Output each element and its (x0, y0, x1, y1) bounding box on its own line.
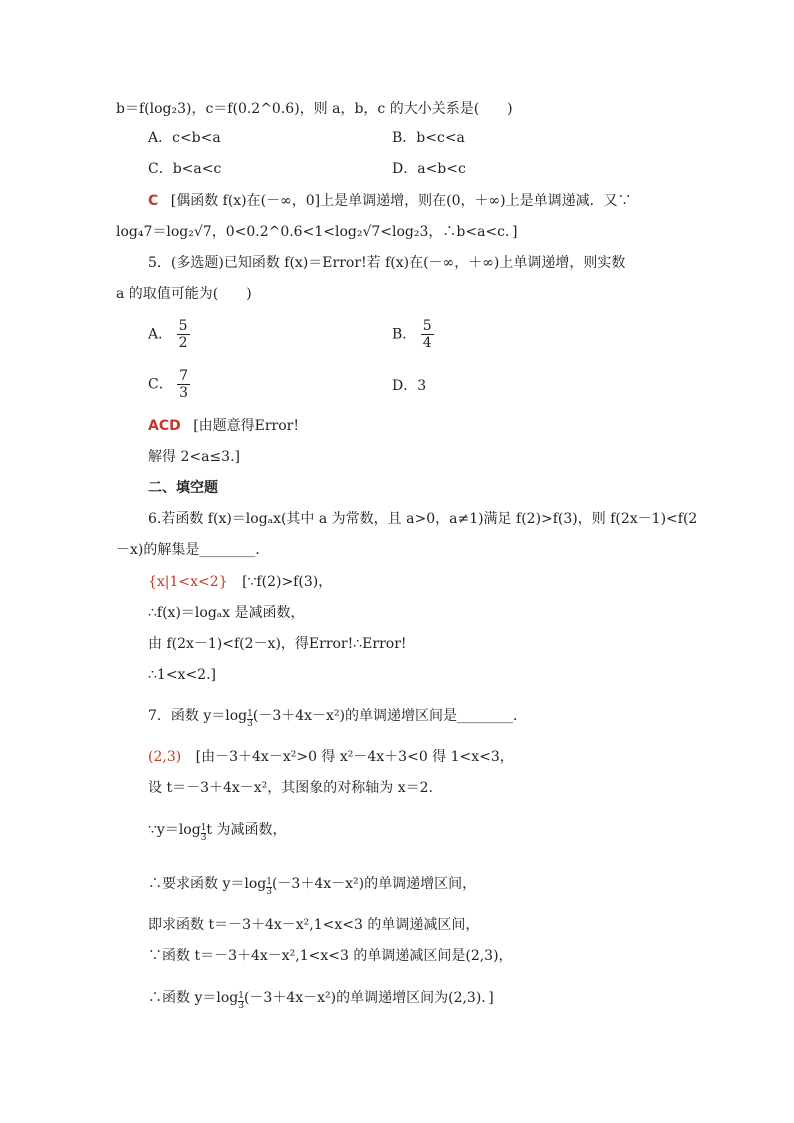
q5-option-b-label: B． (392, 326, 417, 343)
q5-option-c-denominator: 3 (179, 385, 189, 401)
q7-answer-line-5: 即求函数 t＝－3＋4x－x²,1<x<3 的单调递减区间， (148, 917, 480, 933)
q5-option-b-fraction (421, 318, 434, 351)
q5-answer-line-2: 解得 2<a≤3.] (148, 449, 240, 465)
q5-option-a-fraction (177, 318, 190, 351)
q7-answer-line-7-suffix: (－3＋4x－x²)的单调递增区间为(2,3)．] (243, 990, 494, 1006)
q7-answer-line-4-suffix: (－3＋4x－x²)的单调递增区间， (271, 876, 477, 892)
q5-option-d: D．3 (392, 378, 427, 394)
section-heading-fill-in: 二、填空题 (148, 480, 218, 496)
q5-answer-line (148, 416, 299, 436)
q7-answer-explanation: [由－3＋4x－x²>0 得 x²－4x＋3<0 得 1<x<3， (195, 749, 514, 765)
q5-answer-explanation: [由题意得Error! (193, 418, 300, 434)
q5-option-c-label: C． (148, 376, 173, 393)
q4-answer-line-2: log₄7＝log₂√7，0<0.2^0.6<1<log₂√7<log₂3，∴b<a<c．] (116, 224, 518, 240)
q4-answer-letter: C (148, 193, 159, 209)
q6-answer-explanation: [∵f(2)>f(3)， (242, 574, 333, 590)
question-7-stem (148, 706, 527, 729)
q6-answer-set: {x|1<x<2} (148, 574, 228, 590)
q5-option-b-denominator: 4 (422, 335, 432, 351)
q4-answer-line (148, 191, 632, 211)
q7-answer-line-3-base-denominator: 3 (200, 833, 207, 843)
q7-stem-prefix: 7．函数 y＝log (148, 708, 248, 724)
q5-option-c (148, 368, 190, 401)
q7-log-base-numerator: 1 (247, 709, 253, 719)
q5-option-a (148, 318, 190, 351)
q7-stem-suffix: (－3＋4x－x²)的单调递增区间是________． (252, 708, 528, 724)
q7-answer-line-7-base-denominator: 3 (238, 1001, 244, 1011)
question-6-stem-2: －x)的解集是________． (116, 542, 270, 558)
q6-answer-line-3: 由 f(2x－1)<f(2－x)，得Error!∴Error! (148, 636, 407, 652)
q7-answer-line-3-suffix: t 为减函数， (206, 822, 287, 838)
q7-answer-line-7 (148, 988, 494, 1011)
q4-option-c: C．b<a<c (148, 161, 222, 177)
q4-option-a: A．c<b<a (148, 130, 221, 146)
q5-option-b (392, 318, 434, 351)
q7-answer-line-3-base-numerator: 1 (200, 823, 207, 833)
q7-answer-line-2: 设 t＝－3＋4x－x²，其图象的对称轴为 x＝2. (148, 780, 433, 796)
question-5-stem: 5．(多选题)已知函数 f(x)＝Error!若 f(x)在(－∞，＋∞)上单调递增，则实数 (148, 255, 626, 271)
q4-option-d: D．a<b<c (392, 161, 466, 177)
q7-answer-line-7-base-numerator: 1 (238, 991, 244, 1001)
question-6-stem: 6.若函数 f(x)＝logₐx(其中 a 为常数，且 a>0，a≠1)满足 f(2)>f(3)，则 f(2x－1)<f(2 (148, 511, 698, 527)
q7-answer-line-4-base-numerator: 1 (266, 877, 272, 887)
q7-answer-line-7-prefix: ∴函数 y＝log (148, 990, 239, 1006)
q7-answer-line-3 (148, 820, 287, 843)
q5-option-b-numerator: 5 (422, 318, 432, 334)
q7-answer-line-4-base-denominator: 3 (266, 887, 272, 897)
q7-log-base-denominator: 3 (247, 719, 253, 729)
q5-option-a-denominator: 2 (178, 335, 188, 351)
q6-answer-line (148, 572, 332, 592)
q5-option-c-fraction (177, 368, 190, 401)
q7-answer-line-3-prefix: ∵y＝log (148, 822, 201, 838)
q7-answer-line-4 (148, 874, 476, 897)
question-4-stem-tail: b＝f(log₂3)，c＝f(0.2^0.6)，则 a，b，c 的大小关系是( ) (116, 101, 513, 117)
q7-answer-line (148, 747, 514, 767)
q6-answer-line-2: ∴f(x)＝logₐx 是减函数， (148, 605, 305, 621)
q7-answer-line-4-prefix: ∴要求函数 y＝log (148, 876, 267, 892)
q5-answer-letters: ACD (148, 418, 181, 434)
q7-answer-line-6: ∵函数 t＝－3＋4x－x²,1<x<3 的单调递减区间是(2,3)， (148, 948, 513, 964)
q7-answer-interval: (2,3) (148, 749, 182, 765)
q4-answer-explanation: [偶函数 f(x)在(－∞，0]上是单调递增，则在(0，＋∞)上是单调递减．又∵ (170, 193, 632, 209)
q5-option-a-numerator: 5 (178, 318, 188, 334)
question-5-stem-2: a 的取值可能为( ) (116, 286, 252, 302)
q6-answer-line-4: ∴1<x<2.] (148, 667, 216, 683)
q4-option-b: B．b<c<a (392, 130, 465, 146)
q5-option-c-numerator: 7 (179, 368, 189, 384)
q5-option-a-label: A． (148, 326, 173, 343)
